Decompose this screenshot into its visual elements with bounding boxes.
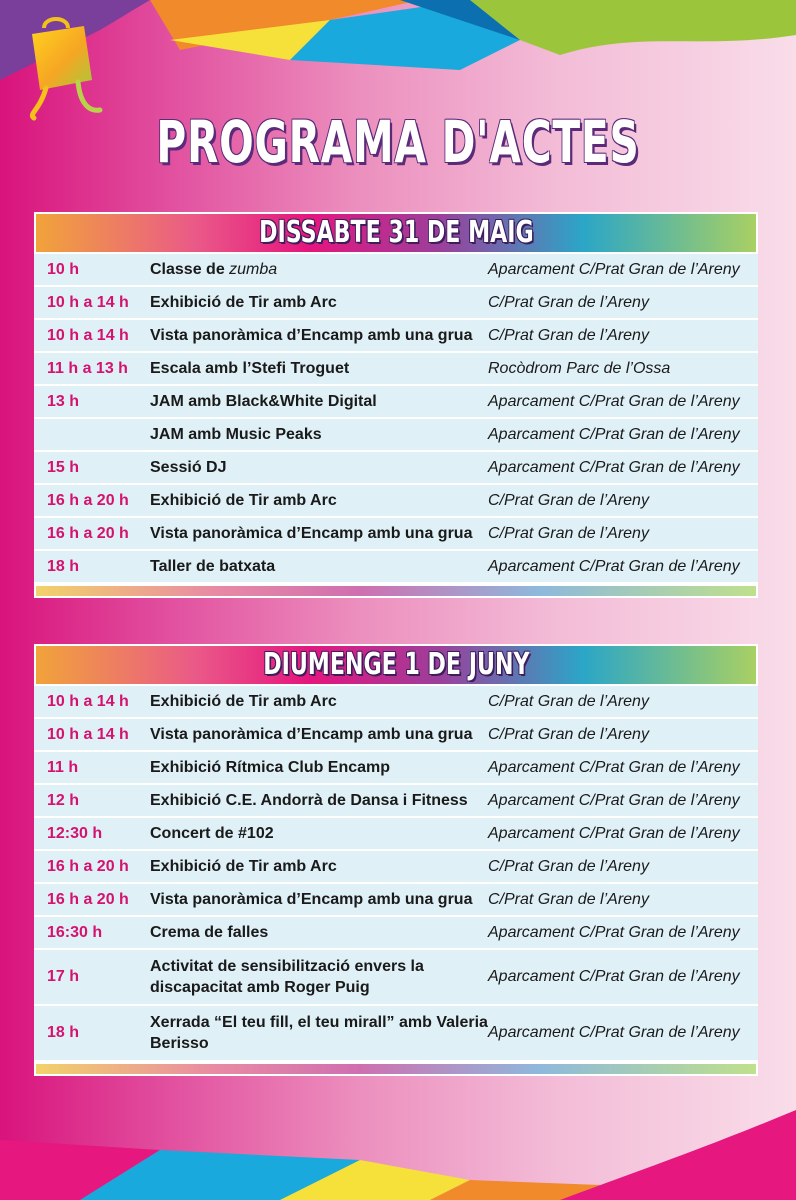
event-location: C/Prat Gran de l’Areny <box>488 890 649 908</box>
event-activity-text: Escala amb l’Stefi Troguet <box>150 360 350 377</box>
event-activity-text: Concert de #102 <box>150 825 274 842</box>
event-location: Aparcament C/Prat Gran de l’Areny <box>488 1024 740 1041</box>
table-row <box>34 950 758 1006</box>
event-time: 10 h <box>47 260 80 278</box>
event-activity <box>150 292 488 313</box>
event-location: Aparcament C/Prat Gran de l’Areny <box>488 392 740 410</box>
event-activity-text: Exhibició Rítmica Club Encamp <box>150 759 391 776</box>
event-time: 18 h <box>47 1024 80 1041</box>
event-activity <box>150 556 488 577</box>
table-row <box>34 884 758 917</box>
event-location: Rocòdrom Parc de l’Ossa <box>488 359 671 377</box>
event-location: Aparcament C/Prat Gran de l’Areny <box>488 923 740 941</box>
event-time: 16 h a 20 h <box>47 524 129 542</box>
day-footer-bar <box>34 584 758 598</box>
event-time: 16 h a 20 h <box>47 857 129 875</box>
event-time: 15 h <box>47 458 80 476</box>
event-activity <box>150 823 488 844</box>
event-activity-text: Exhibició C.E. Andorrà de Dansa i Fitness <box>150 792 468 809</box>
table-row <box>34 551 758 584</box>
event-location: C/Prat Gran de l’Areny <box>488 692 649 710</box>
event-activity-text: Exhibició de Tir amb Arc <box>150 693 337 710</box>
event-location: Aparcament C/Prat Gran de l’Areny <box>488 557 740 575</box>
schedule-table <box>34 686 758 1062</box>
event-activity-text: Crema de falles <box>150 924 269 941</box>
table-row <box>34 254 758 287</box>
event-activity-text: Vista panoràmica d’Encamp amb una grua <box>150 327 473 344</box>
event-time: 10 h a 14 h <box>47 293 129 311</box>
event-activity <box>150 757 488 778</box>
table-row <box>34 719 758 752</box>
event-time: 12:30 h <box>47 824 103 842</box>
event-location: Aparcament C/Prat Gran de l’Areny <box>488 425 740 443</box>
event-activity-text: Exhibició de Tir amb Arc <box>150 492 337 509</box>
event-activity-text: JAM amb Black&White Digital <box>150 393 377 410</box>
event-activity-text: Sessió DJ <box>150 459 227 476</box>
event-activity <box>150 358 488 379</box>
event-activity-text: Activitat de sensibilització envers la discapacitat amb Roger Puig <box>150 958 424 996</box>
table-row <box>34 818 758 851</box>
event-activity <box>150 523 488 544</box>
event-activity <box>150 259 488 280</box>
event-time: 13 h <box>47 392 80 410</box>
event-activity-text: Xerrada “El teu fill, el teu mirall” amb Valeria Berisso <box>150 1014 488 1052</box>
event-time: 12 h <box>47 791 80 809</box>
event-location: C/Prat Gran de l’Areny <box>488 326 649 344</box>
table-row <box>34 686 758 719</box>
event-activity-text: Exhibició de Tir amb Arc <box>150 294 337 311</box>
event-activity <box>150 724 488 745</box>
table-row <box>34 452 758 485</box>
event-location: C/Prat Gran de l’Areny <box>488 293 649 311</box>
day-footer-bar <box>34 1062 758 1076</box>
event-activity-text: Exhibició de Tir amb Arc <box>150 858 337 875</box>
event-activity <box>150 424 488 445</box>
event-location: Aparcament C/Prat Gran de l’Areny <box>488 968 740 985</box>
day-heading: DIUMENGE 1 DE JUNY <box>34 644 758 686</box>
day-heading: DISSABTE 31 DE MAIG <box>34 212 758 254</box>
event-location: C/Prat Gran de l’Areny <box>488 857 649 875</box>
event-time: 10 h a 14 h <box>47 725 129 743</box>
event-location: C/Prat Gran de l’Areny <box>488 725 649 743</box>
table-row <box>34 752 758 785</box>
event-time: 11 h <box>47 758 79 776</box>
table-row <box>34 851 758 884</box>
day-block-saturday <box>34 212 758 598</box>
event-location: Aparcament C/Prat Gran de l’Areny <box>488 260 740 278</box>
event-activity <box>150 1012 488 1054</box>
table-row <box>34 485 758 518</box>
event-time: 10 h a 14 h <box>47 692 129 710</box>
event-activity <box>150 889 488 910</box>
event-location: Aparcament C/Prat Gran de l’Areny <box>488 791 740 809</box>
table-row <box>34 917 758 950</box>
event-activity <box>150 790 488 811</box>
event-activity-text: Classe de <box>150 261 230 278</box>
day-block-sunday <box>34 644 758 1076</box>
event-location: Aparcament C/Prat Gran de l’Areny <box>488 458 740 476</box>
table-row <box>34 320 758 353</box>
event-activity <box>150 325 488 346</box>
event-activity-text: Vista panoràmica d’Encamp amb una grua <box>150 891 473 908</box>
event-location: Aparcament C/Prat Gran de l’Areny <box>488 824 740 842</box>
event-time: 10 h a 14 h <box>47 326 129 344</box>
table-row <box>34 419 758 452</box>
event-location: C/Prat Gran de l’Areny <box>488 524 649 542</box>
event-activity <box>150 956 488 998</box>
event-time: 16:30 h <box>47 923 103 941</box>
schedule-table <box>34 254 758 584</box>
event-activity <box>150 457 488 478</box>
page-title: PROGRAMA D'ACTES <box>156 108 640 176</box>
event-activity <box>150 391 488 412</box>
event-activity-text: Taller de batxata <box>150 558 276 575</box>
table-row <box>34 785 758 818</box>
event-time: 17 h <box>47 968 80 985</box>
event-location: C/Prat Gran de l’Areny <box>488 491 649 509</box>
table-row <box>34 386 758 419</box>
table-row <box>34 353 758 386</box>
event-activity <box>150 691 488 712</box>
table-row <box>34 287 758 320</box>
table-row <box>34 518 758 551</box>
event-activity <box>150 490 488 511</box>
event-activity-text: JAM amb Music Peaks <box>150 426 322 443</box>
event-time: 18 h <box>47 557 80 575</box>
event-activity <box>150 856 488 877</box>
table-row <box>34 1006 758 1062</box>
event-time: 16 h a 20 h <box>47 890 129 908</box>
event-time: 11 h a 13 h <box>47 359 128 377</box>
event-activity-emphasis: zumba <box>229 261 278 278</box>
event-location: Aparcament C/Prat Gran de l’Areny <box>488 758 740 776</box>
event-activity-text: Vista panoràmica d’Encamp amb una grua <box>150 726 473 743</box>
event-activity-text: Vista panoràmica d’Encamp amb una grua <box>150 525 473 542</box>
event-time: 16 h a 20 h <box>47 491 129 509</box>
event-activity <box>150 922 488 943</box>
